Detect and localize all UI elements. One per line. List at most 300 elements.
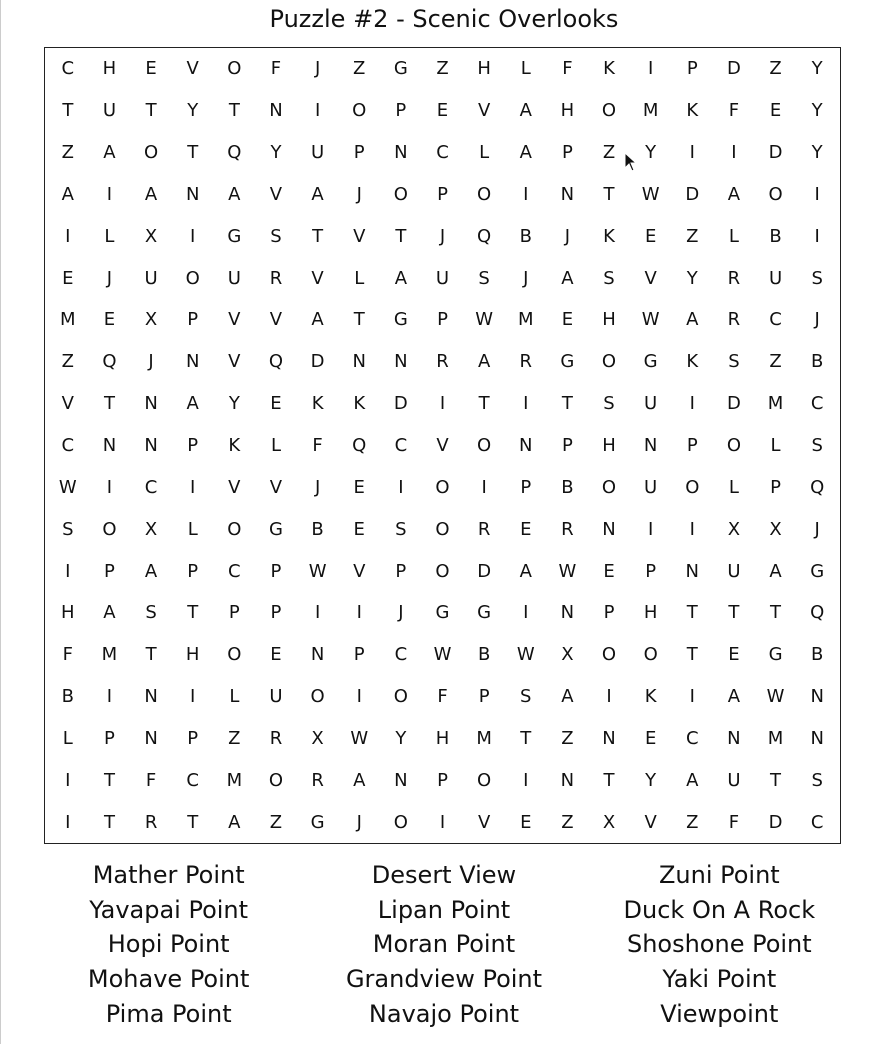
grid-cell[interactable]: E <box>644 727 657 749</box>
grid-cell[interactable]: J <box>106 267 113 289</box>
grid-cell[interactable]: N <box>727 727 741 749</box>
grid-cell[interactable]: V <box>269 476 283 498</box>
grid-cell[interactable]: A <box>394 267 408 289</box>
grid-cell[interactable]: I <box>190 686 196 708</box>
grid-cell[interactable]: T <box>187 811 199 833</box>
grid-cell[interactable]: I <box>523 769 529 791</box>
grid-cell[interactable]: T <box>228 100 240 122</box>
grid-cell[interactable]: N <box>144 686 158 708</box>
grid-cell[interactable]: L <box>104 225 115 247</box>
grid-cell[interactable]: A <box>519 560 532 582</box>
grid-cell[interactable]: Y <box>645 769 657 791</box>
grid-cell[interactable]: T <box>395 225 407 247</box>
grid-cell[interactable]: S <box>478 267 490 289</box>
grid-cell[interactable]: C <box>61 434 75 456</box>
grid-cell[interactable]: O <box>601 476 617 498</box>
grid-cell[interactable]: I <box>731 142 737 164</box>
grid-cell[interactable]: M <box>101 644 118 666</box>
grid-cell[interactable]: I <box>398 476 404 498</box>
grid-cell[interactable]: R <box>311 769 324 791</box>
grid-cell[interactable]: J <box>814 309 820 331</box>
grid-cell[interactable]: Z <box>269 811 283 833</box>
grid-cell[interactable]: E <box>520 811 532 833</box>
grid-cell[interactable]: O <box>685 476 700 498</box>
grid-cell[interactable]: N <box>810 727 824 749</box>
grid-cell[interactable]: V <box>269 309 283 331</box>
grid-cell[interactable]: H <box>435 727 450 749</box>
grid-cell[interactable]: H <box>102 58 117 80</box>
grid-cell[interactable]: C <box>769 309 782 331</box>
grid-cell[interactable]: Y <box>645 142 657 164</box>
grid-cell[interactable]: H <box>185 644 200 666</box>
grid-cell[interactable]: Y <box>395 727 407 749</box>
grid-cell[interactable]: N <box>144 393 158 415</box>
grid-cell[interactable]: I <box>689 686 695 708</box>
grid-cell[interactable]: A <box>477 351 491 373</box>
grid-cell[interactable]: P <box>645 560 657 582</box>
grid-cell[interactable]: I <box>356 602 362 624</box>
grid-cell[interactable]: C <box>436 142 449 164</box>
grid-cell[interactable]: N <box>144 434 158 456</box>
grid-cell[interactable]: B <box>811 351 824 373</box>
grid-cell[interactable]: O <box>143 142 159 164</box>
grid-cell[interactable]: Y <box>270 142 282 164</box>
grid-cell[interactable]: I <box>523 183 529 205</box>
grid-cell[interactable]: A <box>519 142 532 164</box>
grid-cell[interactable]: I <box>439 811 446 833</box>
grid-cell[interactable]: L <box>770 434 781 456</box>
grid-cell[interactable]: K <box>311 393 324 415</box>
grid-cell[interactable]: G <box>560 351 575 373</box>
grid-cell[interactable]: P <box>686 58 698 80</box>
grid-cell[interactable]: P <box>270 602 282 624</box>
grid-cell[interactable]: U <box>435 267 450 289</box>
grid-cell[interactable]: T <box>187 602 199 624</box>
grid-cell[interactable]: O <box>227 644 242 666</box>
grid-cell[interactable]: A <box>311 183 324 205</box>
grid-cell[interactable]: I <box>190 476 196 498</box>
grid-cell[interactable]: S <box>603 267 615 289</box>
grid-cell[interactable]: A <box>103 602 116 624</box>
grid-cell[interactable]: D <box>685 183 700 205</box>
grid-cell[interactable]: J <box>398 602 404 624</box>
grid-cell[interactable]: A <box>61 183 74 205</box>
grid-cell[interactable]: I <box>314 100 321 122</box>
grid-cell[interactable]: P <box>437 183 448 205</box>
grid-cell[interactable]: E <box>561 309 574 331</box>
grid-cell[interactable]: O <box>601 100 617 122</box>
grid-cell[interactable]: C <box>810 811 824 833</box>
grid-cell[interactable]: N <box>519 434 533 456</box>
grid-cell[interactable]: X <box>602 811 616 833</box>
grid-cell[interactable]: I <box>65 769 71 791</box>
grid-cell[interactable]: P <box>603 602 615 624</box>
grid-cell[interactable]: C <box>685 727 699 749</box>
grid-cell[interactable]: E <box>62 267 74 289</box>
grid-cell[interactable]: P <box>686 434 698 456</box>
grid-cell[interactable]: Y <box>686 267 698 289</box>
grid-cell[interactable]: P <box>104 560 115 582</box>
grid-cell[interactable]: T <box>103 811 115 833</box>
grid-cell[interactable]: F <box>728 811 740 833</box>
grid-cell[interactable]: G <box>477 602 492 624</box>
grid-cell[interactable]: V <box>228 351 241 373</box>
grid-cell[interactable]: X <box>144 518 158 540</box>
grid-cell[interactable]: M <box>642 100 659 122</box>
grid-cell[interactable]: K <box>603 58 615 80</box>
grid-cell[interactable]: Y <box>228 393 240 415</box>
grid-cell[interactable]: R <box>727 309 741 331</box>
grid-cell[interactable]: G <box>643 351 658 373</box>
grid-cell[interactable]: H <box>61 602 75 624</box>
grid-cell[interactable]: Q <box>810 476 825 498</box>
grid-cell[interactable]: E <box>603 560 615 582</box>
grid-cell[interactable]: P <box>353 644 365 666</box>
grid-cell[interactable]: H <box>602 309 616 331</box>
grid-cell[interactable]: O <box>310 686 325 708</box>
grid-cell[interactable]: L <box>728 225 739 247</box>
grid-cell[interactable]: U <box>102 100 117 122</box>
grid-cell[interactable]: L <box>229 686 240 708</box>
grid-cell[interactable]: N <box>394 142 408 164</box>
grid-cell[interactable]: V <box>353 560 366 582</box>
grid-cell[interactable]: B <box>311 518 324 540</box>
grid-cell[interactable]: N <box>269 100 283 122</box>
grid-cell[interactable]: G <box>768 644 783 666</box>
grid-cell[interactable]: T <box>103 769 115 791</box>
grid-cell[interactable]: S <box>811 769 823 791</box>
grid-cell[interactable]: O <box>102 518 117 540</box>
grid-cell[interactable]: W <box>641 309 660 331</box>
grid-cell[interactable]: X <box>727 518 741 540</box>
grid-cell[interactable]: C <box>186 769 199 791</box>
grid-cell[interactable]: I <box>689 518 695 540</box>
grid-cell[interactable]: S <box>270 225 282 247</box>
grid-cell[interactable]: P <box>561 434 573 456</box>
grid-cell[interactable]: J <box>814 518 820 540</box>
grid-cell[interactable]: P <box>270 560 282 582</box>
grid-cell[interactable]: C <box>144 476 158 498</box>
grid-cell[interactable]: Z <box>436 58 449 80</box>
grid-cell[interactable]: A <box>727 686 741 708</box>
grid-cell[interactable]: U <box>644 476 658 498</box>
grid-cell[interactable]: X <box>144 309 158 331</box>
grid-cell[interactable]: S <box>395 518 407 540</box>
grid-cell[interactable]: I <box>523 602 529 624</box>
grid-cell[interactable]: T <box>353 309 365 331</box>
grid-cell[interactable]: A <box>686 769 699 791</box>
grid-cell[interactable]: C <box>61 58 75 80</box>
grid-cell[interactable]: C <box>394 434 408 456</box>
grid-cell[interactable]: J <box>148 351 154 373</box>
grid-cell[interactable]: P <box>770 476 781 498</box>
grid-cell[interactable]: A <box>311 309 324 331</box>
grid-cell[interactable]: V <box>436 434 449 456</box>
grid-cell[interactable]: A <box>144 560 158 582</box>
grid-cell[interactable]: I <box>606 686 612 708</box>
grid-cell[interactable]: E <box>353 518 365 540</box>
grid-cell[interactable]: T <box>62 100 74 122</box>
grid-cell[interactable]: G <box>393 58 408 80</box>
grid-cell[interactable]: Z <box>561 727 574 749</box>
grid-cell[interactable]: F <box>437 686 448 708</box>
grid-cell[interactable]: V <box>477 100 491 122</box>
grid-cell[interactable]: U <box>311 142 325 164</box>
grid-cell[interactable]: I <box>689 142 695 164</box>
grid-cell[interactable]: Q <box>102 351 117 373</box>
grid-cell[interactable]: T <box>686 644 698 666</box>
grid-cell[interactable]: P <box>187 434 199 456</box>
grid-cell[interactable]: T <box>561 393 573 415</box>
grid-cell[interactable]: B <box>769 225 782 247</box>
grid-cell[interactable]: X <box>769 518 782 540</box>
grid-cell[interactable]: J <box>564 225 571 247</box>
grid-cell[interactable]: R <box>561 518 574 540</box>
grid-cell[interactable]: Y <box>811 58 823 80</box>
grid-cell[interactable]: W <box>766 686 785 708</box>
grid-cell[interactable]: A <box>353 769 366 791</box>
grid-cell[interactable]: V <box>477 811 491 833</box>
grid-cell[interactable]: G <box>393 309 408 331</box>
grid-cell[interactable]: N <box>185 351 200 373</box>
grid-cell[interactable]: G <box>310 811 325 833</box>
grid-cell[interactable]: T <box>312 225 324 247</box>
grid-cell[interactable]: N <box>810 686 824 708</box>
grid-cell[interactable]: L <box>62 727 73 749</box>
grid-cell[interactable]: X <box>144 225 158 247</box>
grid-cell[interactable]: J <box>356 183 362 205</box>
grid-cell[interactable]: N <box>394 769 408 791</box>
grid-cell[interactable]: W <box>350 727 369 749</box>
grid-cell[interactable]: Y <box>811 142 823 164</box>
grid-cell[interactable]: D <box>310 351 325 373</box>
grid-cell[interactable]: R <box>727 267 741 289</box>
grid-cell[interactable]: U <box>727 560 741 582</box>
grid-cell[interactable]: T <box>603 183 615 205</box>
grid-cell[interactable]: O <box>435 560 450 582</box>
grid-cell[interactable]: K <box>644 686 657 708</box>
grid-cell[interactable]: K <box>603 225 615 247</box>
grid-cell[interactable]: E <box>644 225 657 247</box>
grid-cell[interactable]: S <box>811 267 823 289</box>
grid-cell[interactable]: W <box>308 560 327 582</box>
grid-cell[interactable]: Y <box>187 100 199 122</box>
grid-cell[interactable]: O <box>601 351 617 373</box>
grid-cell[interactable]: O <box>601 644 617 666</box>
grid-cell[interactable]: U <box>227 267 241 289</box>
grid-cell[interactable]: R <box>269 727 283 749</box>
grid-cell[interactable]: Z <box>769 58 782 80</box>
grid-cell[interactable]: M <box>476 727 492 749</box>
grid-cell[interactable]: Z <box>769 351 782 373</box>
grid-cell[interactable]: U <box>644 393 658 415</box>
grid-cell[interactable]: T <box>728 602 740 624</box>
grid-cell[interactable]: Z <box>61 142 74 164</box>
grid-cell[interactable]: H <box>602 434 616 456</box>
grid-cell[interactable]: Q <box>352 434 367 456</box>
grid-cell[interactable]: A <box>144 183 158 205</box>
grid-cell[interactable]: I <box>356 686 362 708</box>
grid-cell[interactable]: L <box>520 58 531 80</box>
grid-cell[interactable]: V <box>311 267 324 289</box>
grid-cell[interactable]: W <box>475 309 494 331</box>
grid-cell[interactable]: C <box>810 393 824 415</box>
grid-cell[interactable]: G <box>435 602 450 624</box>
grid-cell[interactable]: O <box>185 267 200 289</box>
grid-cell[interactable]: Q <box>268 351 284 373</box>
grid-cell[interactable]: P <box>437 309 448 331</box>
grid-cell[interactable]: R <box>477 518 491 540</box>
grid-cell[interactable]: N <box>144 727 158 749</box>
grid-cell[interactable]: E <box>270 644 282 666</box>
grid-cell[interactable]: I <box>314 602 321 624</box>
grid-cell[interactable]: M <box>517 309 534 331</box>
grid-cell[interactable]: P <box>395 100 407 122</box>
grid-cell[interactable]: P <box>561 142 573 164</box>
grid-cell[interactable]: K <box>228 434 241 456</box>
grid-cell[interactable]: N <box>352 351 366 373</box>
grid-cell[interactable]: D <box>726 58 741 80</box>
grid-cell[interactable]: A <box>228 811 241 833</box>
grid-cell[interactable]: L <box>728 476 739 498</box>
grid-cell[interactable]: K <box>686 351 699 373</box>
grid-cell[interactable]: P <box>104 727 115 749</box>
grid-cell[interactable]: I <box>65 811 71 833</box>
grid-cell[interactable]: T <box>520 727 532 749</box>
grid-cell[interactable]: E <box>436 100 449 122</box>
grid-cell[interactable]: I <box>647 58 654 80</box>
grid-cell[interactable]: J <box>439 225 446 247</box>
grid-cell[interactable]: Z <box>561 811 574 833</box>
grid-cell[interactable]: Z <box>686 225 699 247</box>
grid-cell[interactable]: E <box>270 393 282 415</box>
grid-cell[interactable]: P <box>187 560 199 582</box>
grid-cell[interactable]: F <box>270 58 282 80</box>
grid-cell[interactable]: M <box>767 727 784 749</box>
grid-cell[interactable]: B <box>477 644 491 666</box>
grid-cell[interactable]: J <box>356 811 362 833</box>
grid-cell[interactable]: V <box>644 267 657 289</box>
grid-cell[interactable]: V <box>228 476 241 498</box>
grid-cell[interactable]: Y <box>811 100 823 122</box>
grid-cell[interactable]: P <box>478 686 490 708</box>
grid-cell[interactable]: H <box>477 58 491 80</box>
grid-cell[interactable]: O <box>393 811 408 833</box>
grid-cell[interactable]: E <box>353 476 365 498</box>
grid-cell[interactable]: I <box>481 476 487 498</box>
grid-cell[interactable]: W <box>558 560 577 582</box>
grid-cell[interactable]: M <box>226 769 243 791</box>
grid-cell[interactable]: T <box>770 769 782 791</box>
grid-cell[interactable]: G <box>810 560 825 582</box>
grid-cell[interactable]: S <box>811 434 823 456</box>
grid-cell[interactable]: V <box>269 183 283 205</box>
grid-cell[interactable]: A <box>186 393 199 415</box>
grid-cell[interactable]: Z <box>228 727 241 749</box>
grid-cell[interactable]: J <box>314 476 321 498</box>
grid-cell[interactable]: D <box>768 811 783 833</box>
grid-cell[interactable]: B <box>811 644 824 666</box>
grid-cell[interactable]: O <box>477 183 492 205</box>
grid-cell[interactable]: N <box>560 602 575 624</box>
grid-cell[interactable]: U <box>768 267 783 289</box>
grid-cell[interactable]: O <box>643 644 658 666</box>
grid-cell[interactable]: U <box>269 686 283 708</box>
grid-cell[interactable]: I <box>65 225 71 247</box>
grid-cell[interactable]: N <box>602 727 616 749</box>
grid-cell[interactable]: F <box>312 434 323 456</box>
grid-cell[interactable]: N <box>643 434 658 456</box>
grid-cell[interactable]: E <box>145 58 157 80</box>
grid-cell[interactable]: A <box>561 267 574 289</box>
grid-cell[interactable]: S <box>603 393 615 415</box>
grid-cell[interactable]: O <box>477 434 492 456</box>
grid-cell[interactable]: O <box>435 476 450 498</box>
grid-cell[interactable]: P <box>187 309 199 331</box>
grid-cell[interactable]: P <box>520 476 532 498</box>
grid-cell[interactable]: L <box>479 142 490 164</box>
grid-cell[interactable]: H <box>560 100 575 122</box>
grid-cell[interactable]: P <box>228 602 240 624</box>
grid-cell[interactable]: Q <box>810 602 825 624</box>
grid-cell[interactable]: R <box>436 351 449 373</box>
grid-cell[interactable]: N <box>560 183 575 205</box>
grid-cell[interactable]: D <box>477 560 492 582</box>
grid-cell[interactable]: P <box>437 769 448 791</box>
grid-cell[interactable]: Q <box>477 225 492 247</box>
grid-cell[interactable]: I <box>523 393 529 415</box>
grid-cell[interactable]: T <box>478 393 490 415</box>
grid-cell[interactable]: S <box>62 518 74 540</box>
grid-cell[interactable]: N <box>102 434 117 456</box>
grid-cell[interactable]: O <box>768 183 783 205</box>
grid-cell[interactable]: O <box>477 769 492 791</box>
grid-cell[interactable]: R <box>519 351 533 373</box>
grid-cell[interactable]: T <box>103 393 115 415</box>
grid-cell[interactable]: Z <box>353 58 366 80</box>
grid-cell[interactable]: I <box>814 183 820 205</box>
grid-cell[interactable]: V <box>61 393 74 415</box>
grid-cell[interactable]: A <box>103 142 116 164</box>
grid-cell[interactable]: I <box>689 393 695 415</box>
grid-cell[interactable]: F <box>562 58 573 80</box>
grid-cell[interactable]: H <box>643 602 658 624</box>
grid-cell[interactable]: S <box>145 602 157 624</box>
grid-cell[interactable]: E <box>520 518 532 540</box>
grid-cell[interactable]: I <box>65 560 71 582</box>
grid-cell[interactable]: I <box>814 225 820 247</box>
grid-cell[interactable]: B <box>561 476 574 498</box>
grid-cell[interactable]: O <box>393 183 408 205</box>
grid-cell[interactable]: B <box>61 686 74 708</box>
grid-cell[interactable]: O <box>352 100 367 122</box>
grid-cell[interactable]: Q <box>227 142 242 164</box>
grid-cell[interactable]: F <box>62 644 73 666</box>
grid-cell[interactable]: D <box>768 142 783 164</box>
grid-cell[interactable]: R <box>269 267 283 289</box>
grid-cell[interactable]: O <box>268 769 284 791</box>
grid-cell[interactable]: D <box>726 393 741 415</box>
grid-cell[interactable]: N <box>185 183 200 205</box>
grid-cell[interactable]: N <box>394 351 408 373</box>
grid-cell[interactable]: T <box>770 602 782 624</box>
grid-cell[interactable]: N <box>560 769 575 791</box>
grid-cell[interactable]: M <box>60 309 76 331</box>
grid-cell[interactable]: T <box>187 142 199 164</box>
grid-cell[interactable]: S <box>520 686 532 708</box>
grid-cell[interactable]: T <box>603 769 615 791</box>
grid-cell[interactable]: L <box>354 267 365 289</box>
